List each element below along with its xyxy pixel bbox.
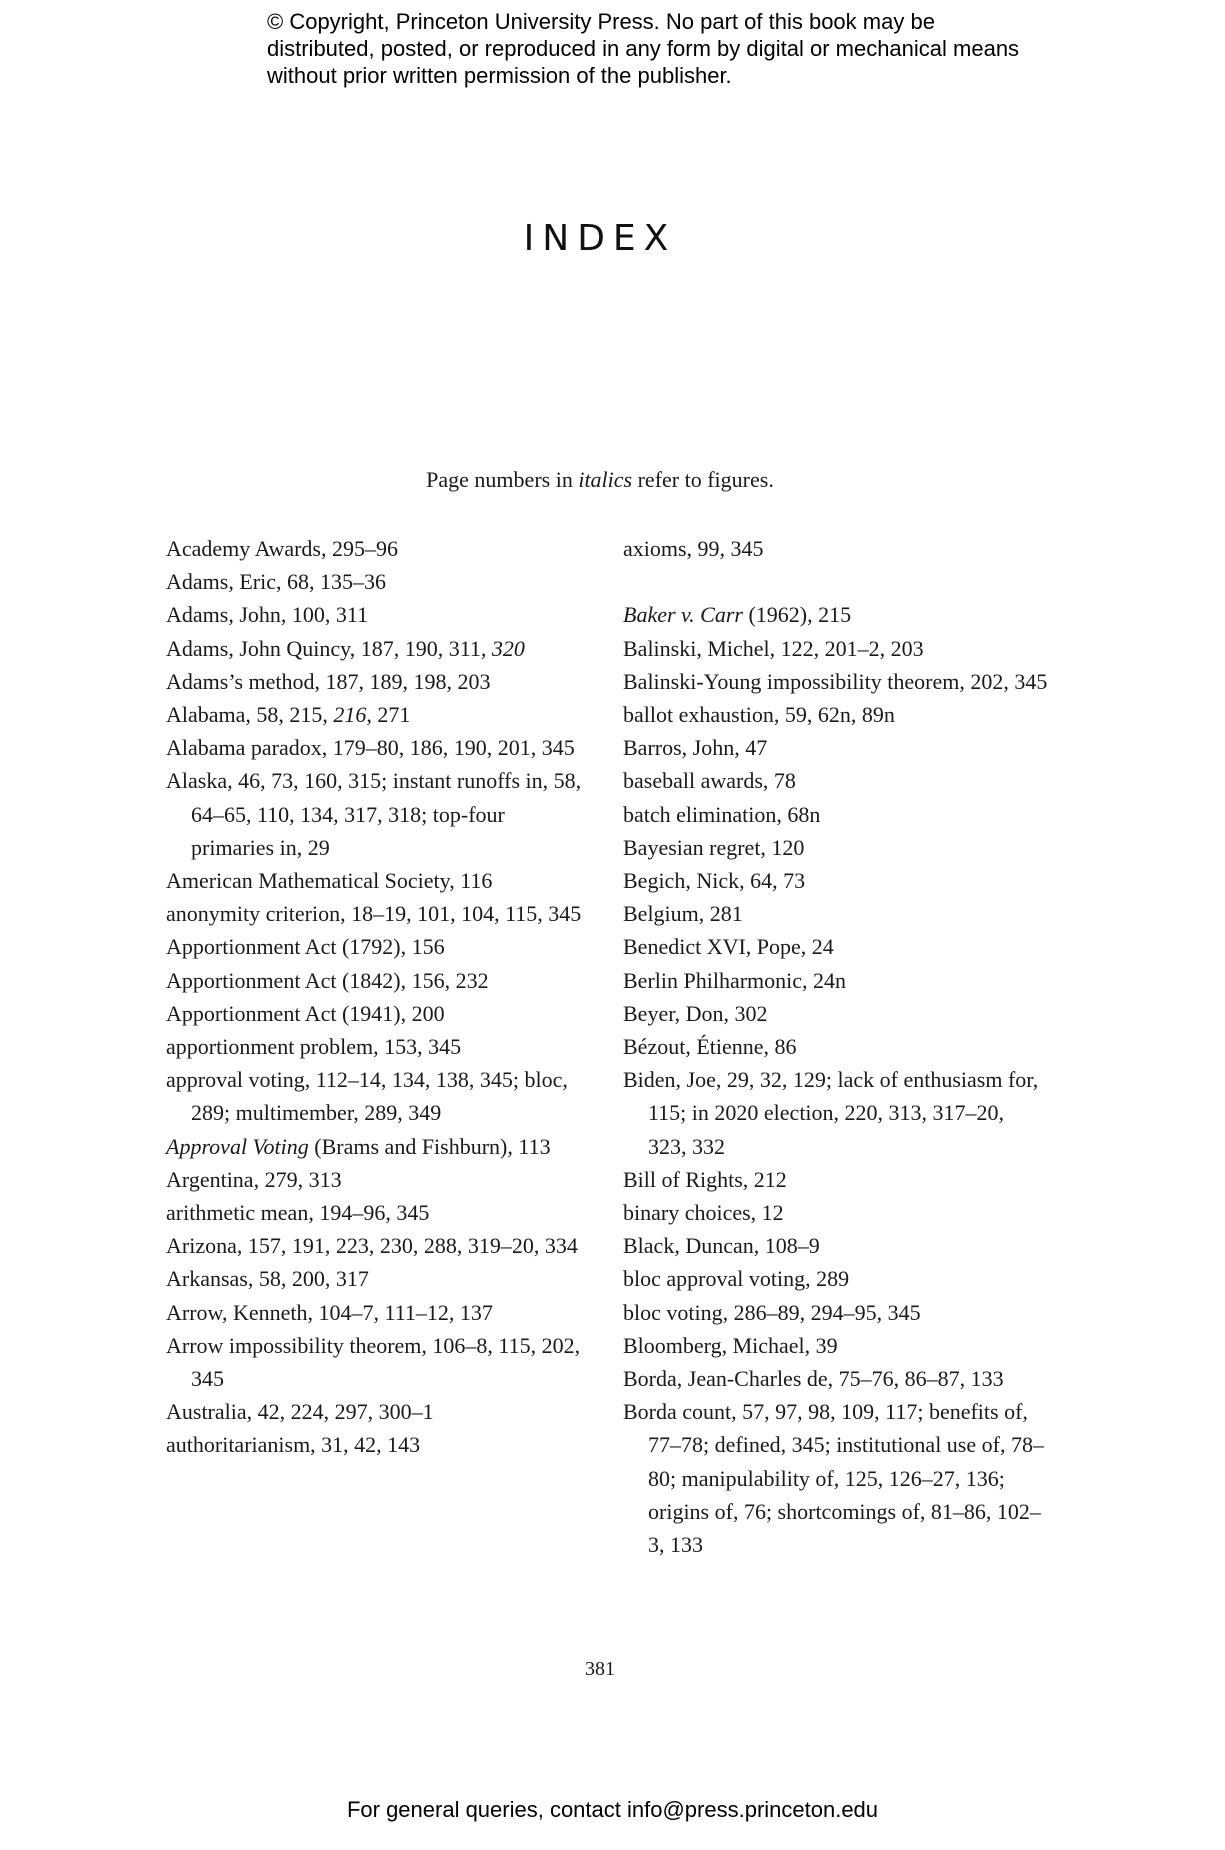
entry-text: Alabama paradox, 179–80, 186, 190, 201, 345 [166,735,575,761]
index-entry [623,731,1048,764]
index-entry [623,698,1048,731]
index-entry [623,930,1048,963]
entry-text: Biden, Joe, 29, 32, 129; lack of enthusiasm for, 115; in 2020 election, 220, 313, 317–20, 323, 332 [623,1067,1039,1159]
index-entry [166,1030,586,1063]
index-entry [166,864,586,897]
entry-text: Berlin Philharmonic, 24n [623,967,847,993]
entry-text: Balinski-Young impossibility theorem, 202, 345 [623,668,1048,694]
index-entry [166,1395,586,1428]
entry-text: batch elimination, 68n [623,801,821,827]
entry-text: ballot exhaustion, 59, 62n, 89n [623,702,895,727]
entry-text: Benedict XVI, Pope, 24 [623,934,834,960]
entry-text: Academy Awards, 295–96 [166,536,398,561]
index-entry [623,532,1048,565]
index-entry [623,798,1048,831]
index-entry [166,1163,586,1196]
index-entry [623,632,1048,665]
index-entry [166,1428,586,1461]
entry-italic-head: Baker v. Carr [623,602,743,628]
index-entry [166,665,586,698]
entry-text: Apportionment Act (1941), 200 [166,1000,445,1026]
entry-text: Apportionment Act (1842), 156, 232 [166,967,489,993]
note-pre: Page numbers in [426,467,579,492]
entry-text: Belgium, 281 [623,901,743,927]
entry-text: Black, Duncan, 108–9 [623,1233,820,1259]
index-entry [623,764,1048,797]
index-entry [623,1030,1048,1063]
index-entry [166,964,586,997]
entry-text: Alabama, 58, 215, [166,702,334,728]
entry-text: Beyer, Don, 302 [623,1000,768,1026]
note-post: refer to figures. [632,467,774,492]
entry-text: bloc voting, 286–89, 294–95, 345 [623,1299,921,1325]
entry-text: apportionment problem, 153, 345 [166,1034,462,1060]
index-entry [166,997,586,1030]
entry-text: arithmetic mean, 194–96, 345 [166,1200,430,1226]
index-entry [623,1362,1048,1395]
index-entry [623,1296,1048,1329]
entry-text: authoritarianism, 31, 42, 143 [166,1432,421,1458]
index-entry [166,1196,586,1229]
copyright-notice: © Copyright, Princeton University Press. No part of this book may be distributed, posted, or reproduced in any form by digital or mechanical means without prior written permission of the publisher. [267,9,1020,88]
index-entry [623,1229,1048,1262]
entry-text: Bill of Rights, 212 [623,1166,787,1192]
index-entry [166,1229,586,1262]
letter-group-gap [623,565,1048,598]
entry-italic-page: 216 [333,702,367,728]
index-entry [166,1063,586,1129]
index-entry [623,1063,1048,1163]
entry-text: Australia, 42, 224, 297, 300–1 [166,1399,434,1425]
index-column-right [623,532,1048,1561]
entry-text: American Mathematical Society, 116 [166,868,493,894]
entry-text: Balinski, Michel, 122, 201–2, 203 [623,635,924,661]
note-italic: italics [578,467,633,492]
entry-text: Arizona, 157, 191, 223, 230, 288, 319–20, 334 [166,1233,578,1259]
index-entry [166,532,586,565]
entry-text: bloc approval voting, 289 [623,1266,850,1292]
entry-text: binary choices, 12 [623,1200,784,1226]
index-entry [623,997,1048,1030]
entry-text: Borda, Jean-Charles de, 75–76, 86–87, 133 [623,1366,1004,1392]
entry-text-tail: , 271 [366,702,411,728]
entry-text: Arrow, Kenneth, 104–7, 111–12, 137 [166,1299,493,1325]
index-entry [166,1130,586,1163]
entry-text: Bézout, Étienne, 86 [623,1034,797,1060]
entry-text: Bayesian regret, 120 [623,834,805,860]
index-entry [166,1262,586,1295]
index-entry [623,831,1048,864]
entry-text: Alaska, 46, 73, 160, 315; instant runoffs in, 58, 64–65, 110, 134, 317, 318; top-four primaries in, 29 [166,768,582,860]
index-entry [623,1329,1048,1362]
index-entry [166,565,586,598]
entry-italic-page: 320 [491,635,525,661]
entry-text: anonymity criterion, 18–19, 101, 104, 115, 345 [166,901,582,927]
entry-text: Arkansas, 58, 200, 317 [166,1266,369,1292]
entry-text: baseball awards, 78 [623,768,796,794]
index-entry [166,731,586,764]
index-entry [623,1196,1048,1229]
entry-text: Borda count, 57, 97, 98, 109, 117; benefits of, 77–78; defined, 345; institutional use of, 78–80; manipulability of, 125, 126–27, 136; origins of, 76; shortcomings of, 81–86, 102–3, 133 [623,1399,1044,1558]
page-title: INDEX [523,218,677,259]
index-entry [166,632,586,665]
entry-text: (Brams and Fishburn), 113 [308,1133,551,1159]
entry-text: Argentina, 279, 313 [166,1166,342,1192]
entry-text: Adams, John Quincy, 187, 190, 311, [166,635,492,661]
footer-contact: For general queries, contact info@press.princeton.edu [346,1797,879,1822]
entry-text: axioms, 99, 345 [623,536,764,561]
index-entry [166,698,586,731]
index-entry [623,964,1048,997]
entry-text: Adams, John, 100, 311 [166,602,369,628]
index-note [0,467,1200,493]
index-entry [166,930,586,963]
index-entry [623,598,1048,631]
entry-text: Bloomberg, Michael, 39 [623,1332,838,1358]
entry-text: approval voting, 112–14, 134, 138, 345; bloc, 289; multimember, 289, 349 [166,1067,568,1126]
entry-text: Adams, Eric, 68, 135–36 [166,569,386,595]
page-number: 381 [585,1658,615,1680]
index-entry [623,665,1048,698]
entry-text: Arrow impossibility theorem, 106–8, 115, 202, 345 [166,1332,581,1392]
index-entry [623,1262,1048,1295]
index-entry [623,1163,1048,1196]
entry-text: Adams’s method, 187, 189, 198, 203 [166,668,491,694]
entry-text: Apportionment Act (1792), 156 [166,934,445,960]
entry-text: (1962), 215 [742,602,852,628]
entry-text: Begich, Nick, 64, 73 [623,868,806,894]
entry-italic-head: Approval Voting [166,1133,309,1159]
index-entry [166,1329,586,1395]
index-entry [166,1296,586,1329]
index-entry [166,598,586,631]
entry-text: Barros, John, 47 [623,735,768,761]
index-entry [623,897,1048,930]
index-entry [166,764,586,864]
index-entry [623,864,1048,897]
index-entry [166,897,586,930]
index-column-left [166,532,586,1462]
index-entry [623,1395,1048,1561]
